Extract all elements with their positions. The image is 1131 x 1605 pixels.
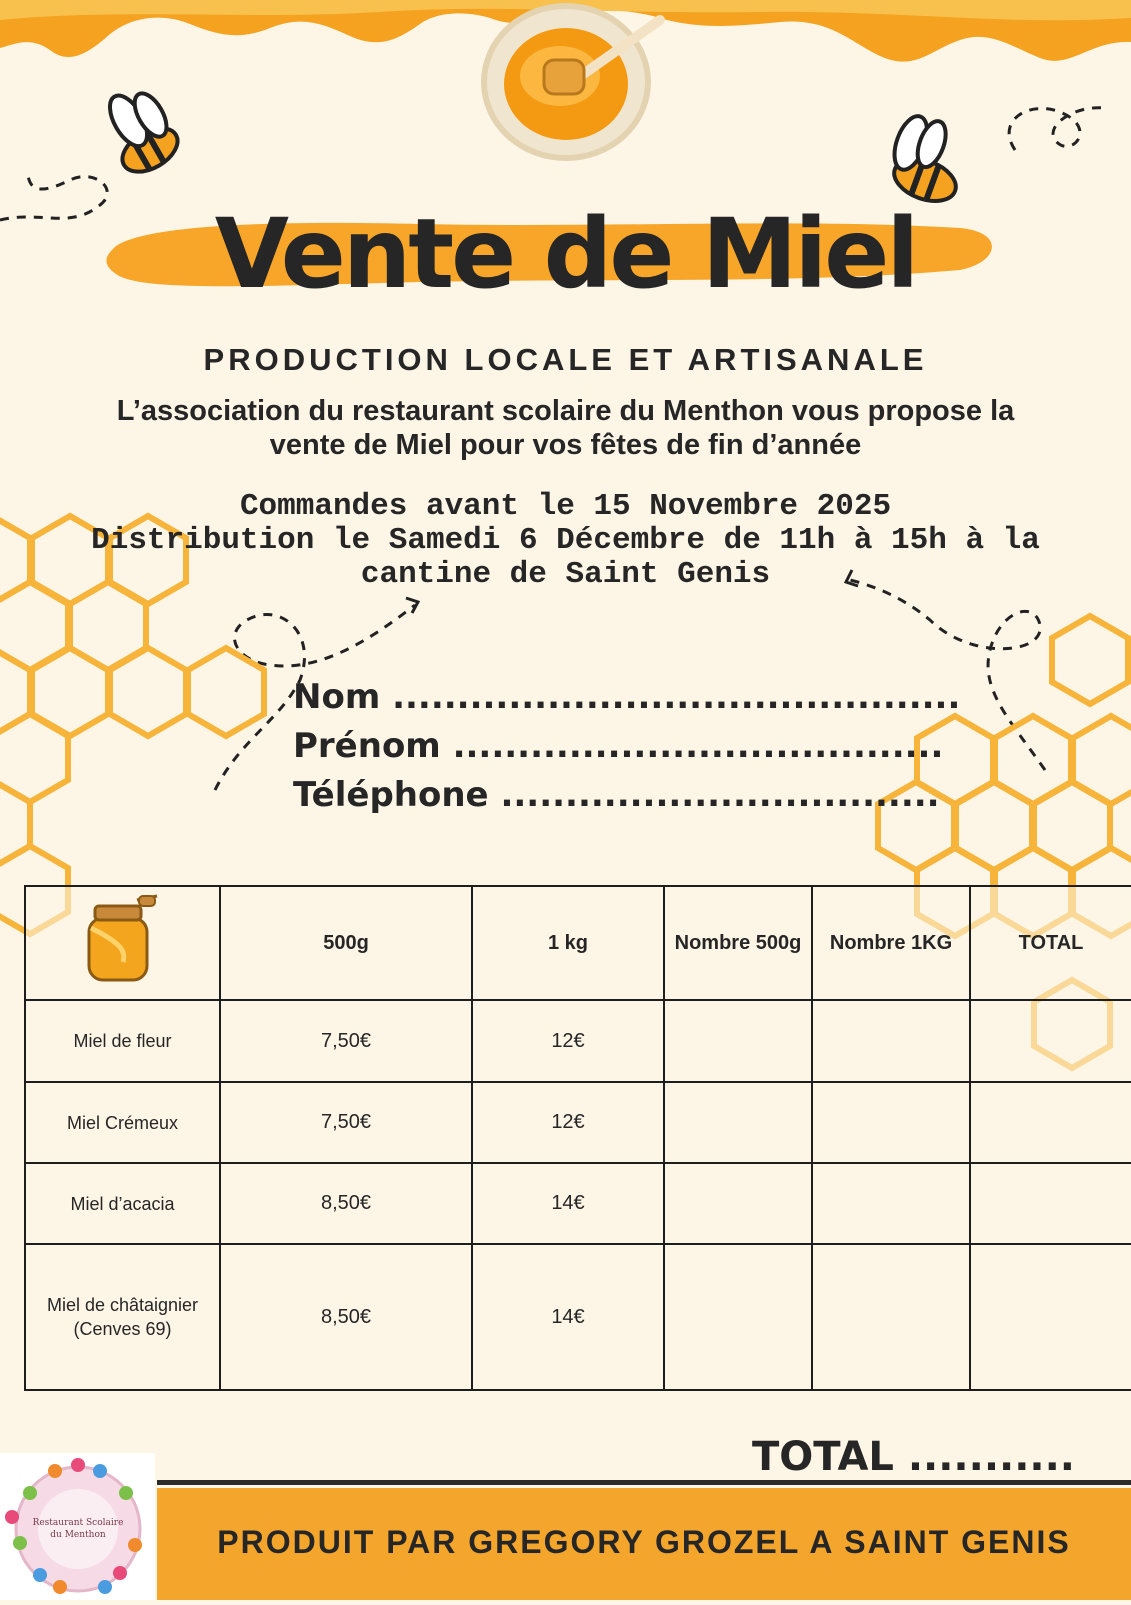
svg-text:Restaurant Scolaire: Restaurant Scolaire <box>32 1518 124 1528</box>
qty-1kg-cell[interactable] <box>812 1163 970 1244</box>
total-cell[interactable] <box>970 1000 1131 1082</box>
price-500g: 8,50€ <box>220 1244 472 1390</box>
product-name: Miel de fleur <box>25 1000 220 1082</box>
total-cell[interactable] <box>970 1163 1131 1244</box>
table-row <box>25 1163 1131 1244</box>
distribution-line-2: cantine de Saint Genis <box>360 557 771 592</box>
product-name: Miel Crémeux <box>25 1082 220 1163</box>
header-1kg: 1 kg <box>472 886 664 1000</box>
qty-1kg-cell[interactable] <box>812 1000 970 1082</box>
bee-icon <box>92 80 185 181</box>
telephone-field[interactable]: Téléphone .................................. <box>293 775 940 815</box>
school-logo <box>0 1453 155 1600</box>
price-500g: 7,50€ <box>220 1082 472 1163</box>
price-1kg: 12€ <box>472 1000 664 1082</box>
header-500g: 500g <box>220 886 472 1000</box>
order-deadline: Commandes avant le 15 Novembre 2025 <box>239 489 892 524</box>
qty-500g-cell[interactable] <box>664 1244 812 1390</box>
nom-field[interactable]: Nom ............................................ <box>293 677 961 717</box>
price-1kg: 14€ <box>472 1163 664 1244</box>
intro-text <box>20 394 1111 462</box>
header-total: TOTAL <box>970 886 1131 1000</box>
table-row <box>25 1244 1131 1390</box>
header-nombre-500g: Nombre 500g <box>664 886 812 1000</box>
qty-500g-cell[interactable] <box>664 1163 812 1244</box>
bee-icon <box>881 110 976 209</box>
qty-500g-cell[interactable] <box>664 1082 812 1163</box>
header-nombre-1kg: Nombre 1KG <box>812 886 970 1000</box>
product-name: Miel d’acacia <box>25 1163 220 1244</box>
footer-divider <box>157 1480 1131 1485</box>
price-500g: 8,50€ <box>220 1163 472 1244</box>
intro-line-2: vente de Miel pour vos fêtes de fin d’année <box>269 429 862 461</box>
table-row <box>25 1000 1131 1082</box>
qty-500g-cell[interactable] <box>664 1000 812 1082</box>
order-table <box>24 885 1131 1391</box>
grand-total[interactable]: TOTAL ........... <box>752 1434 1075 1480</box>
distribution-line-1: Distribution le Samedi 6 Décembre de 11h à 15h à la <box>91 523 1040 558</box>
subtitle: PRODUCTION LOCALE ET ARTISANALE <box>203 342 928 377</box>
price-1kg: 12€ <box>472 1082 664 1163</box>
intro-line-1: L’association du restaurant scolaire du Menthon vous propose la <box>116 395 1015 427</box>
prenom-field[interactable]: Prénom ...................................... <box>293 726 944 766</box>
total-cell[interactable] <box>970 1082 1131 1163</box>
table-header-row <box>25 886 1131 1000</box>
footer-text: PRODUIT PAR GREGORY GROZEL A SAINT GENIS <box>217 1524 1071 1560</box>
price-500g: 7,50€ <box>220 1000 472 1082</box>
svg-text:du Menthon: du Menthon <box>50 1530 106 1540</box>
total-cell[interactable] <box>970 1244 1131 1390</box>
product-name: Miel de châtaignier (Cenves 69) <box>25 1244 220 1390</box>
honey-bowl-icon <box>484 6 660 158</box>
honey-jar-icon <box>25 886 220 1000</box>
order-info <box>20 490 1111 592</box>
table-row <box>25 1082 1131 1163</box>
qty-1kg-cell[interactable] <box>812 1244 970 1390</box>
qty-1kg-cell[interactable] <box>812 1082 970 1163</box>
price-1kg: 14€ <box>472 1244 664 1390</box>
page-title: Vente de Miel <box>214 198 917 310</box>
